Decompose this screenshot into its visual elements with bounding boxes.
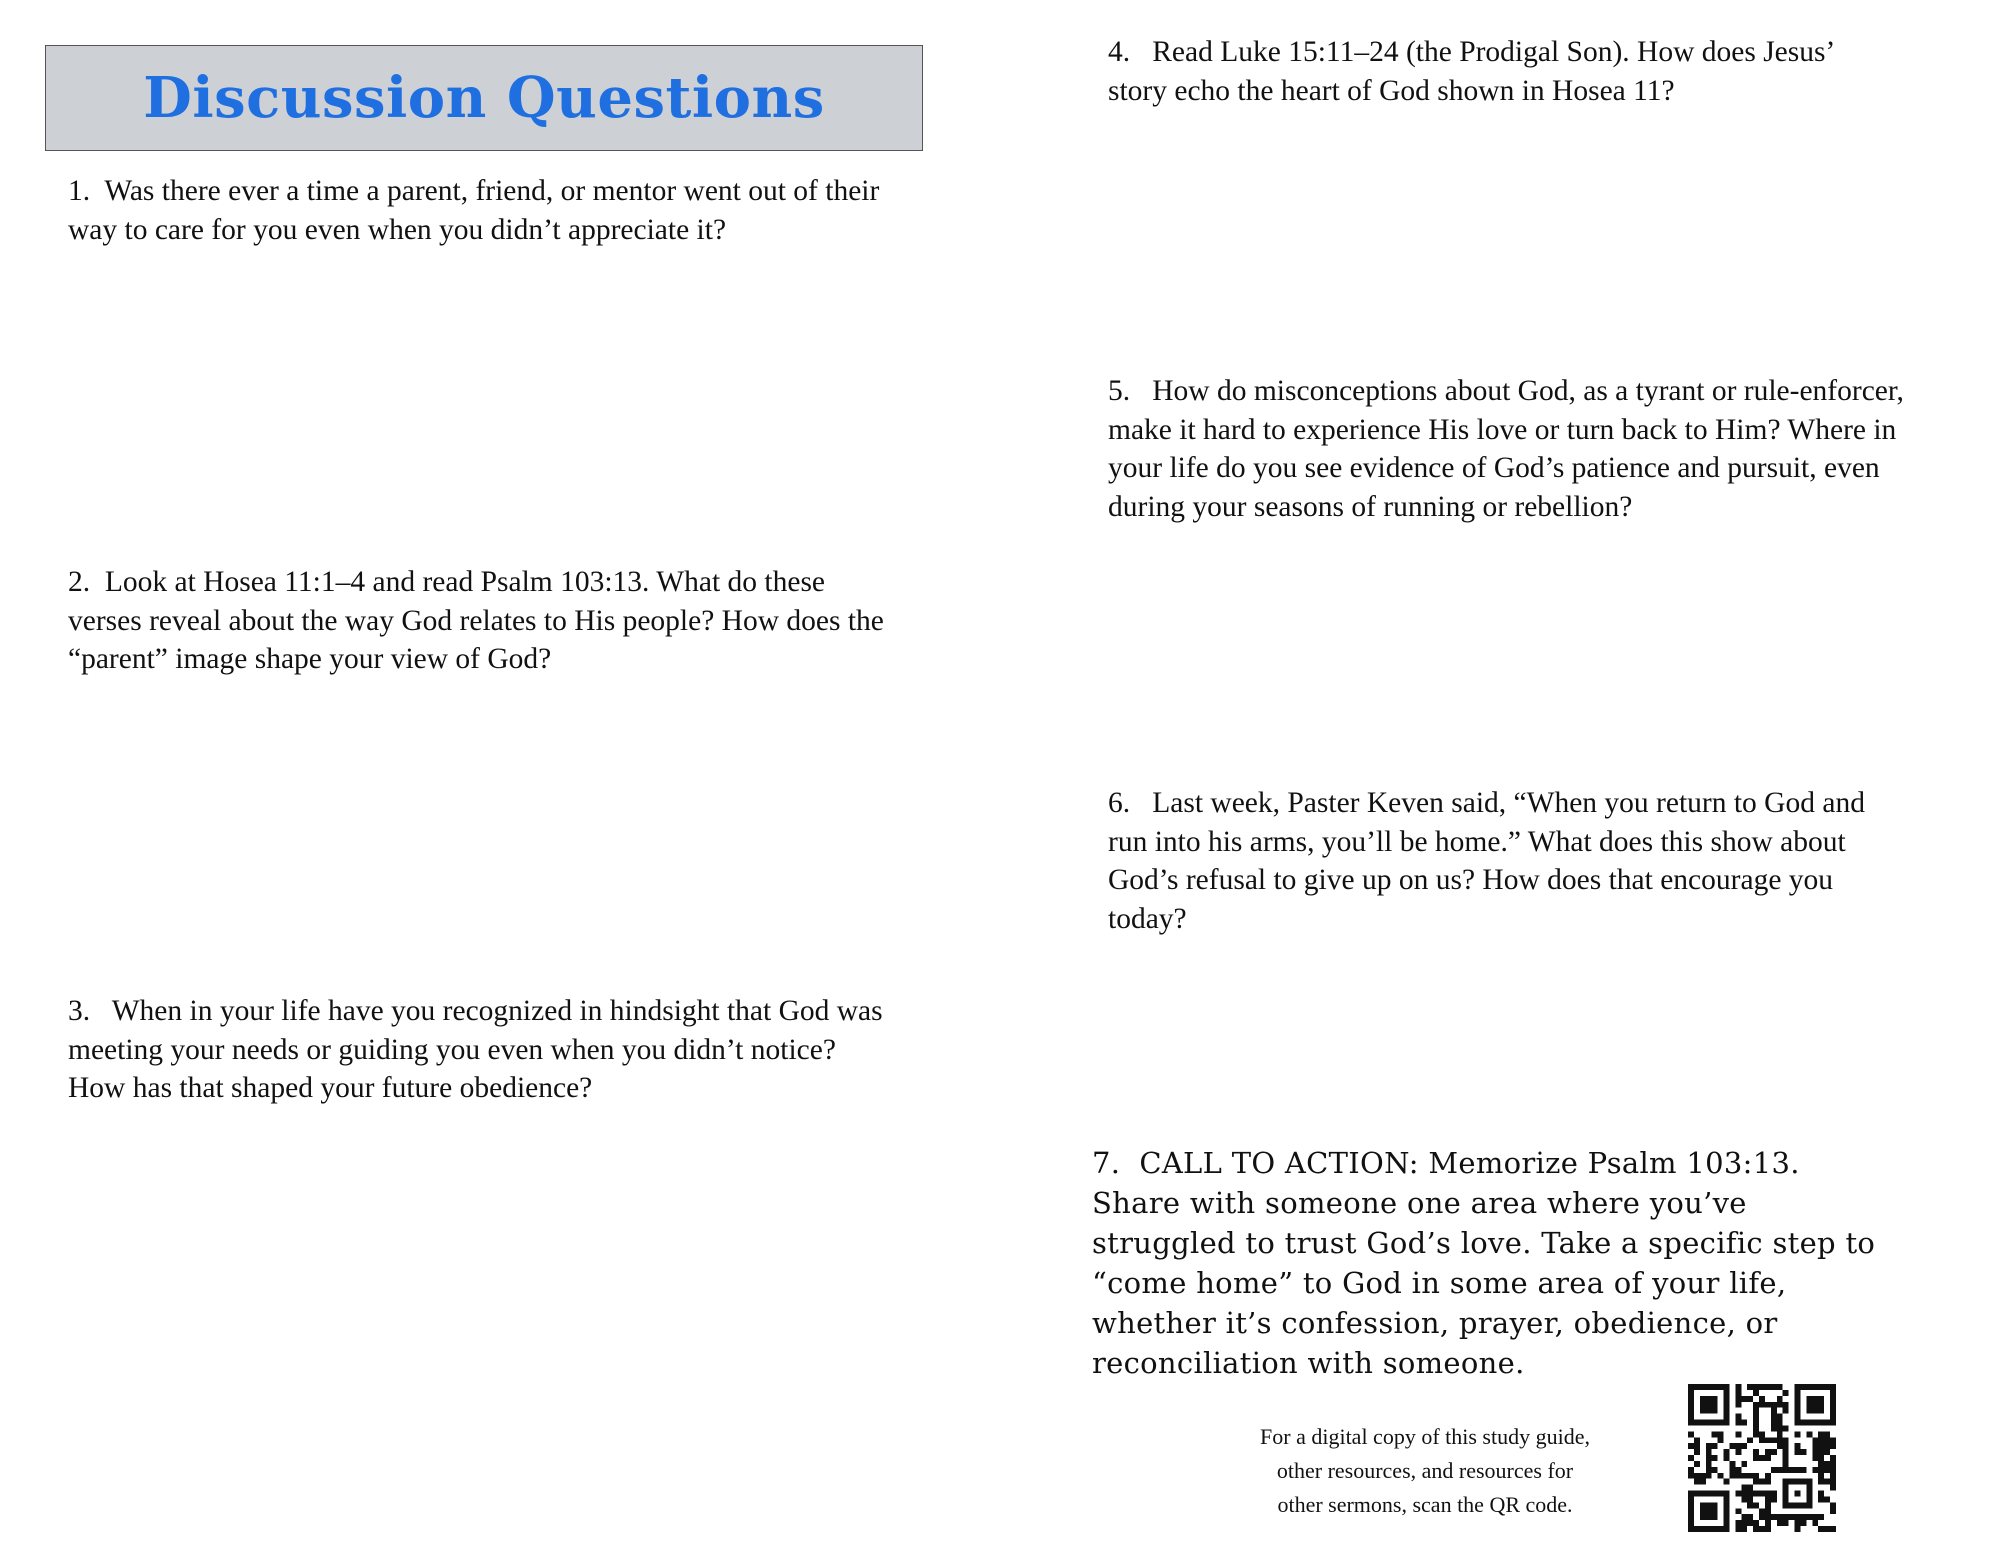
cta-text: CALL TO ACTION: Memorize Psalm 103:13. Share with someone one area where you’ve struggled to trust God’s love. Take a specific step to “come home” to God in some area of your life, whether it’s confession, prayer, obedience, or reconciliation with someone. — [1092, 1146, 1876, 1380]
footer-line-2: other resources, and resources for — [1276, 1458, 1574, 1483]
question-number: 1. — [68, 175, 91, 207]
question-text: Last week, Paster Keven said, “When you return to God and run into his arms, you’ll be home.” What does this show about God’s refusal to give up on us? How does that encourage you today? — [1108, 787, 1865, 935]
question-number: 4. — [1108, 36, 1131, 68]
page-title: Discussion Questions — [143, 65, 825, 131]
footer-line-3: other sermons, scan the QR code. — [1277, 1492, 1573, 1517]
question-number: 5. — [1108, 375, 1131, 407]
qr-code-icon[interactable] — [1688, 1384, 1836, 1532]
question-4 — [1108, 33, 1878, 110]
question-text: Read Luke 15:11–24 (the Prodigal Son). How does Jesus’ story echo the heart of God shown in Hosea 11? — [1108, 36, 1834, 107]
title-banner — [45, 45, 923, 151]
question-5 — [1108, 372, 1908, 526]
question-6 — [1108, 784, 1888, 938]
question-number: 3. — [68, 995, 91, 1027]
question-text: When in your life have you recognized in hindsight that God was meeting your needs or guiding you even when you didn’t notice? How has that shaped your future obedience? — [68, 995, 883, 1104]
question-2 — [68, 563, 898, 679]
call-to-action — [1092, 1143, 1892, 1383]
question-number: 6. — [1108, 787, 1131, 819]
question-3 — [68, 992, 898, 1108]
cta-number: 7. — [1092, 1146, 1121, 1180]
question-text: Look at Hosea 11:1–4 and read Psalm 103:13. What do these verses reveal about the way God relates to His people? How does the “parent” image shape your view of God? — [68, 566, 884, 675]
question-number: 2. — [68, 566, 91, 598]
question-1 — [68, 172, 888, 249]
footer-note — [1205, 1420, 1645, 1522]
question-text: How do misconceptions about God, as a tyrant or rule-enforcer, make it hard to experience His love or turn back to Him? Where in your life do you see evidence of God’s patience and pursuit, even during your seasons of running or rebellion? — [1108, 375, 1904, 523]
footer-line-1: For a digital copy of this study guide, — [1260, 1424, 1590, 1449]
question-text: Was there ever a time a parent, friend, or mentor went out of their way to care for you even when you didn’t appreciate it? — [68, 175, 880, 246]
